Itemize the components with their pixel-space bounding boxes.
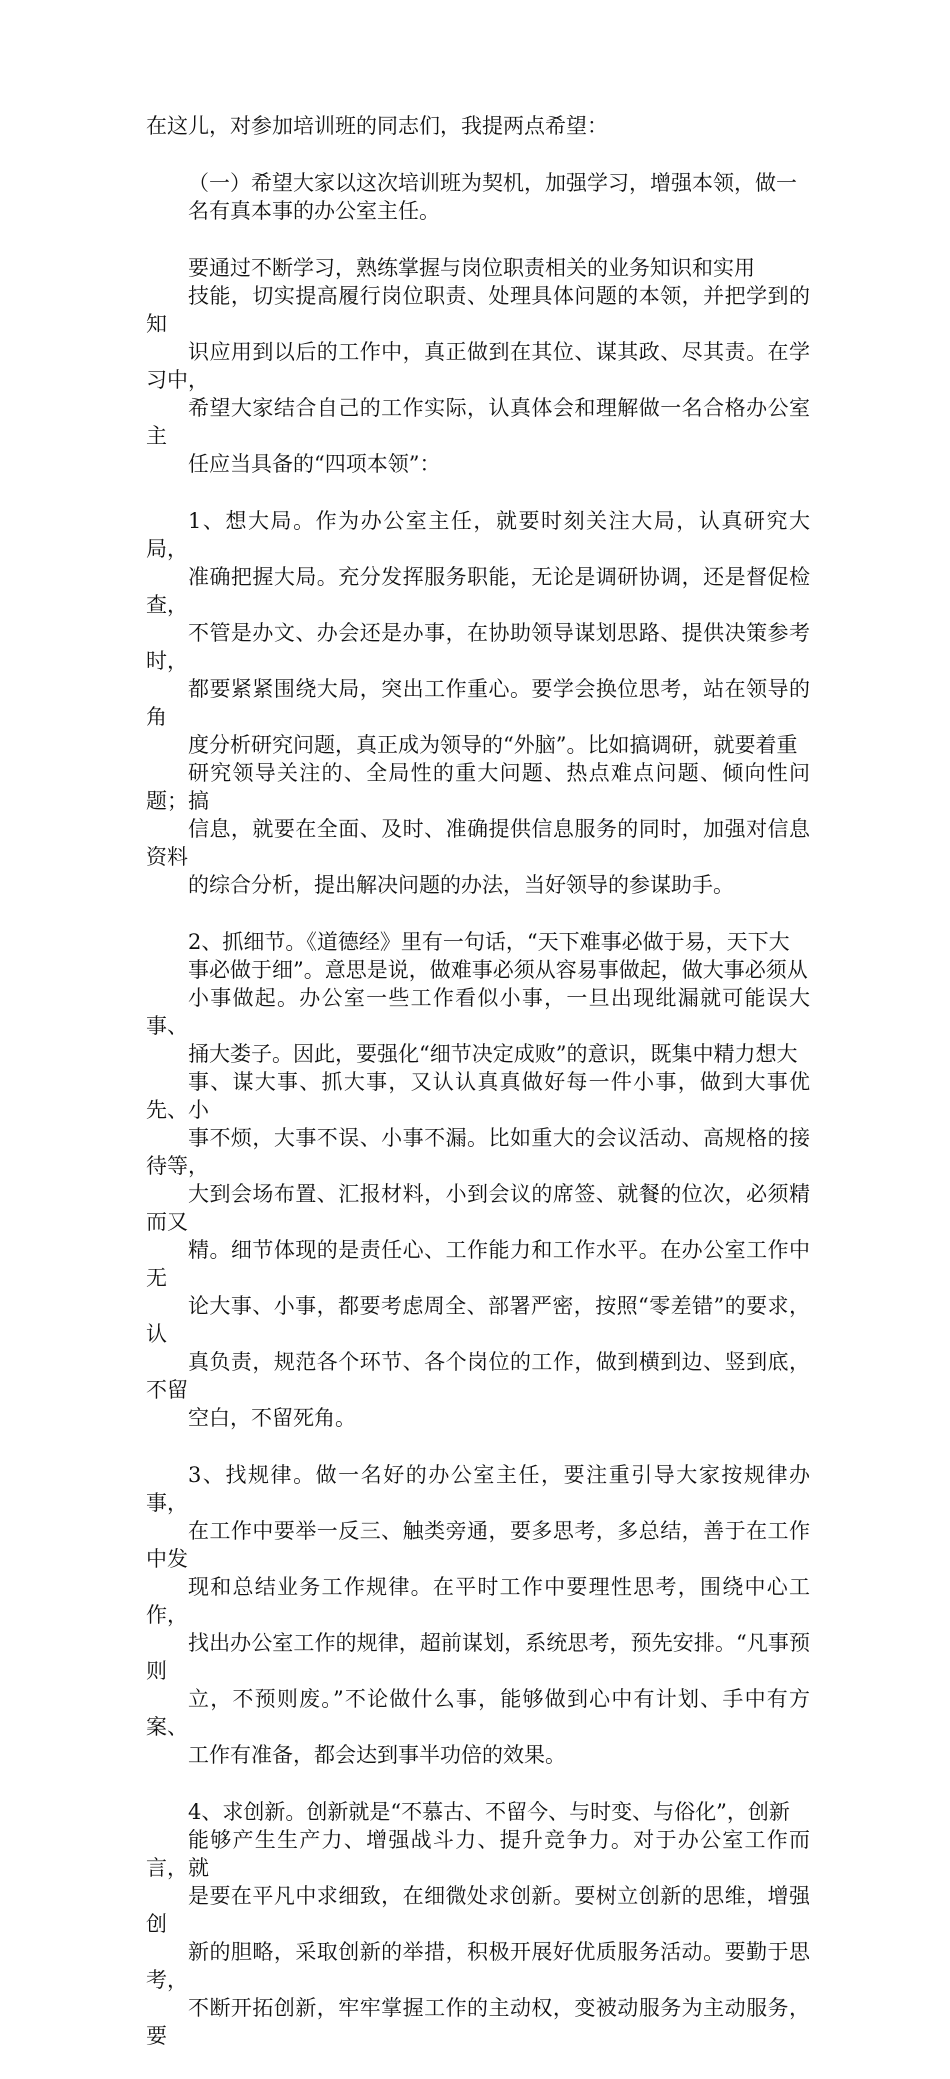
paragraph-line: 能够产生生产力、增强战斗力、提升竞争力。对于办公室工作而言，就 xyxy=(146,1828,810,1880)
paragraph-p6 xyxy=(146,1798,810,2050)
paragraph-line: 真负责，规范各个环节、各个岗位的工作，做到横到边、竖到底，不留 xyxy=(146,1350,810,1402)
paragraph-p1 xyxy=(146,169,810,225)
paragraph-line: 技能，切实提高履行岗位职责、处理具体问题的本领，并把学到的知 xyxy=(146,284,810,336)
paragraph-line: 在工作中要举一反三、触类旁通，要多思考，多总结，善于在工作中发 xyxy=(146,1519,810,1571)
paragraph-line: 不管是办文、办会还是办事，在协助领导谋划思路、提供决策参考时， xyxy=(146,621,810,673)
paragraph-line: 希望大家结合自己的工作实际，认真体会和理解做一名合格办公室主 xyxy=(146,396,810,448)
paragraph-line: 现和总结业务工作规律。在平时工作中要理性思考，围绕中心工作， xyxy=(146,1575,810,1627)
paragraph-line: 新的胆略，采取创新的举措，积极开展好优质服务活动。要勤于思考， xyxy=(146,1940,810,1992)
paragraph-line: 空白，不留死角。 xyxy=(188,1406,356,1430)
paragraph-line: 任应当具备的“四项本领”： xyxy=(188,452,441,476)
paragraph-line: 找出办公室工作的规律，超前谋划，系统思考，预先安排。“凡事预则 xyxy=(146,1631,810,1683)
paragraph-line: 立，不预则废。”不论做什么事，能够做到心中有计划、手中有方案、 xyxy=(146,1687,810,1739)
paragraph-p3 xyxy=(146,507,810,899)
paragraph-line: 研究领导关注的、全局性的重大问题、热点难点问题、倾向性问题；搞 xyxy=(146,761,810,813)
paragraph-line: 度分析研究问题，真正成为领导的“外脑”。比如搞调研，就要着重 xyxy=(188,733,798,757)
paragraph-p4 xyxy=(146,928,810,1432)
paragraph-line: 识应用到以后的工作中，真正做到在其位、谋其政、尽其责。在学习中， xyxy=(146,340,810,392)
paragraph-line: 精。细节体现的是责任心、工作能力和工作水平。在办公室工作中无 xyxy=(146,1238,810,1290)
paragraph-line: （一）希望大家以这次培训班为契机，加强学习，增强本领，做一 xyxy=(188,171,797,195)
document-body xyxy=(146,112,810,2079)
paragraph-line: 要通过不断学习，熟练掌握与岗位职责相关的业务知识和实用 xyxy=(188,256,755,280)
paragraph-line: 是要在平凡中求细致，在细微处求创新。要树立创新的思维，增强创 xyxy=(146,1884,810,1936)
paragraph-p0 xyxy=(146,112,810,140)
paragraph-line: 不断开拓创新，牢牢掌握工作的主动权，变被动服务为主动服务，要 xyxy=(146,1996,810,2048)
paragraph-line: 捅大娄子。因此，要强化“细节决定成败”的意识，既集中精力想大 xyxy=(188,1042,798,1066)
paragraph-line: 4、求创新。创新就是“不慕古、不留今、与时变、与俗化”，创新 xyxy=(188,1800,790,1824)
paragraph-line: 论大事、小事，都要考虑周全、部署严密，按照“零差错”的要求，认 xyxy=(146,1294,810,1346)
paragraph-p2 xyxy=(146,254,810,478)
paragraph-line: 在这儿，对参加培训班的同志们，我提两点希望： xyxy=(146,114,608,138)
paragraph-line: 3、找规律。做一名好的办公室主任，要注重引导大家按规律办事， xyxy=(146,1463,810,1515)
paragraph-line: 小事做起。办公室一些工作看似小事，一旦出现纰漏就可能误大事、 xyxy=(146,986,810,1038)
paragraph-line: 事、谋大事、抓大事，又认认真真做好每一件小事，做到大事优先、小 xyxy=(146,1070,810,1122)
paragraph-line: 事必做于细”。意思是说，做难事必须从容易事做起，做大事必须从 xyxy=(188,958,808,982)
paragraph-line: 1、想大局。作为办公室主任，就要时刻关注大局，认真研究大局， xyxy=(146,509,810,561)
paragraph-line: 都要紧紧围绕大局，突出工作重心。要学会换位思考，站在领导的角 xyxy=(146,677,810,729)
paragraph-p5 xyxy=(146,1461,810,1769)
paragraph-line: 信息，就要在全面、及时、准确提供信息服务的同时，加强对信息资料 xyxy=(146,817,810,869)
paragraph-line: 大到会场布置、汇报材料，小到会议的席签、就餐的位次，必须精而又 xyxy=(146,1182,810,1234)
paragraph-line: 名有真本事的办公室主任。 xyxy=(188,199,440,223)
paragraph-line: 的综合分析，提出解决问题的办法，当好领导的参谋助手。 xyxy=(188,873,734,897)
paragraph-line: 2、抓细节。《道德经》里有一句话，“天下难事必做于易，天下大 xyxy=(188,930,790,954)
paragraph-line: 事不烦，大事不误、小事不漏。比如重大的会议活动、高规格的接待等， xyxy=(146,1126,810,1178)
paragraph-line: 准确把握大局。充分发挥服务职能，无论是调研协调，还是督促检查， xyxy=(146,565,810,617)
paragraph-line: 工作有准备，都会达到事半功倍的效果。 xyxy=(188,1743,566,1767)
